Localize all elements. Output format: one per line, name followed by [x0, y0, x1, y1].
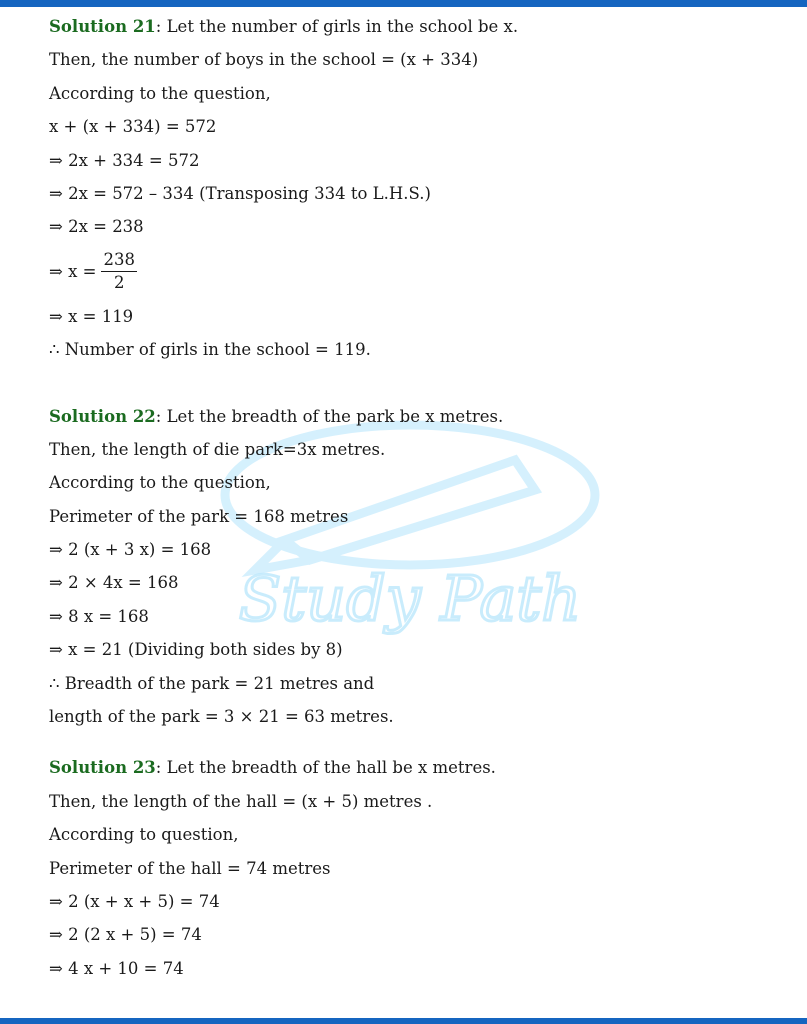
section-gap	[49, 367, 789, 400]
solution-22-conclusion: length of the park = 3 × 21 = 63 metres.	[49, 707, 394, 727]
solution-23-line-2: According to question,	[49, 825, 239, 845]
solution-23-label: Solution 23	[49, 758, 156, 778]
solution-22-line-3: Perimeter of the park = 168 metres	[49, 506, 349, 526]
solution-22-line-1: Then, the length of die park=3x metres.	[49, 439, 386, 459]
solution-23-line-4: ⇒ 2 (x + x + 5) = 74	[49, 891, 220, 911]
fraction-prefix: ⇒ x =	[49, 262, 97, 282]
solution-23-heading	[49, 751, 789, 784]
solution-21-line-2: According to the question,	[49, 83, 271, 103]
solution-22-line-4: ⇒ 2 (x + 3 x) = 168	[49, 540, 212, 560]
solution-21-conclusion: ∴ Number of girls in the school = 119.	[49, 340, 371, 360]
bottom-border-bar	[0, 1018, 807, 1024]
solution-22-line-5: ⇒ 2 × 4x = 168	[49, 573, 179, 593]
solution-21-heading	[49, 10, 789, 43]
solution-21-fraction-line	[49, 244, 789, 300]
fraction	[101, 249, 137, 294]
solution-22-heading	[49, 400, 789, 433]
solution-23-line-6: ⇒ 4 x + 10 = 74	[49, 958, 184, 978]
solution-22-line-8: ∴ Breadth of the park = 21 metres and	[49, 673, 375, 693]
solution-22-intro: : Let the breadth of the park be x metres.	[155, 406, 504, 426]
section-gap	[49, 733, 789, 751]
solution-23-line-1: Then, the length of the hall = (x + 5) metres .	[49, 791, 433, 811]
solution-21-line-1: Then, the number of boys in the school = (x + 334)	[49, 50, 479, 70]
solution-23-line-5: ⇒ 2 (2 x + 5) = 74	[49, 925, 202, 945]
solution-22-line-7: ⇒ x = 21 (Dividing both sides by 8)	[49, 640, 343, 660]
solutions-content	[49, 10, 789, 985]
solution-22-line-6: ⇒ 8 x = 168	[49, 606, 149, 626]
solution-22-label: Solution 22	[49, 406, 156, 426]
solution-23-intro: : Let the breadth of the hall be x metres.	[155, 758, 496, 778]
solution-22-line-2: According to the question,	[49, 473, 271, 493]
solution-21-line-6: ⇒ 2x = 238	[49, 217, 144, 237]
solution-21-line-7: ⇒ x = 119	[49, 306, 134, 326]
solution-21-intro: : Let the number of girls in the school be x.	[155, 17, 519, 36]
solution-21-line-3: x + (x + 334) = 572	[49, 117, 217, 137]
solution-23-line-3: Perimeter of the hall = 74 metres	[49, 858, 331, 878]
watermark-text: Study Path	[238, 562, 582, 635]
fraction-denominator: 2	[113, 273, 125, 293]
solution-21-line-5: ⇒ 2x = 572 – 334 (Transposing 334 to L.H.S.)	[49, 183, 431, 203]
top-border-bar	[0, 0, 807, 7]
fraction-numerator: 238	[101, 249, 137, 272]
solution-21-label: Solution 21	[49, 17, 156, 36]
solution-21-line-4: ⇒ 2x + 334 = 572	[49, 150, 200, 170]
